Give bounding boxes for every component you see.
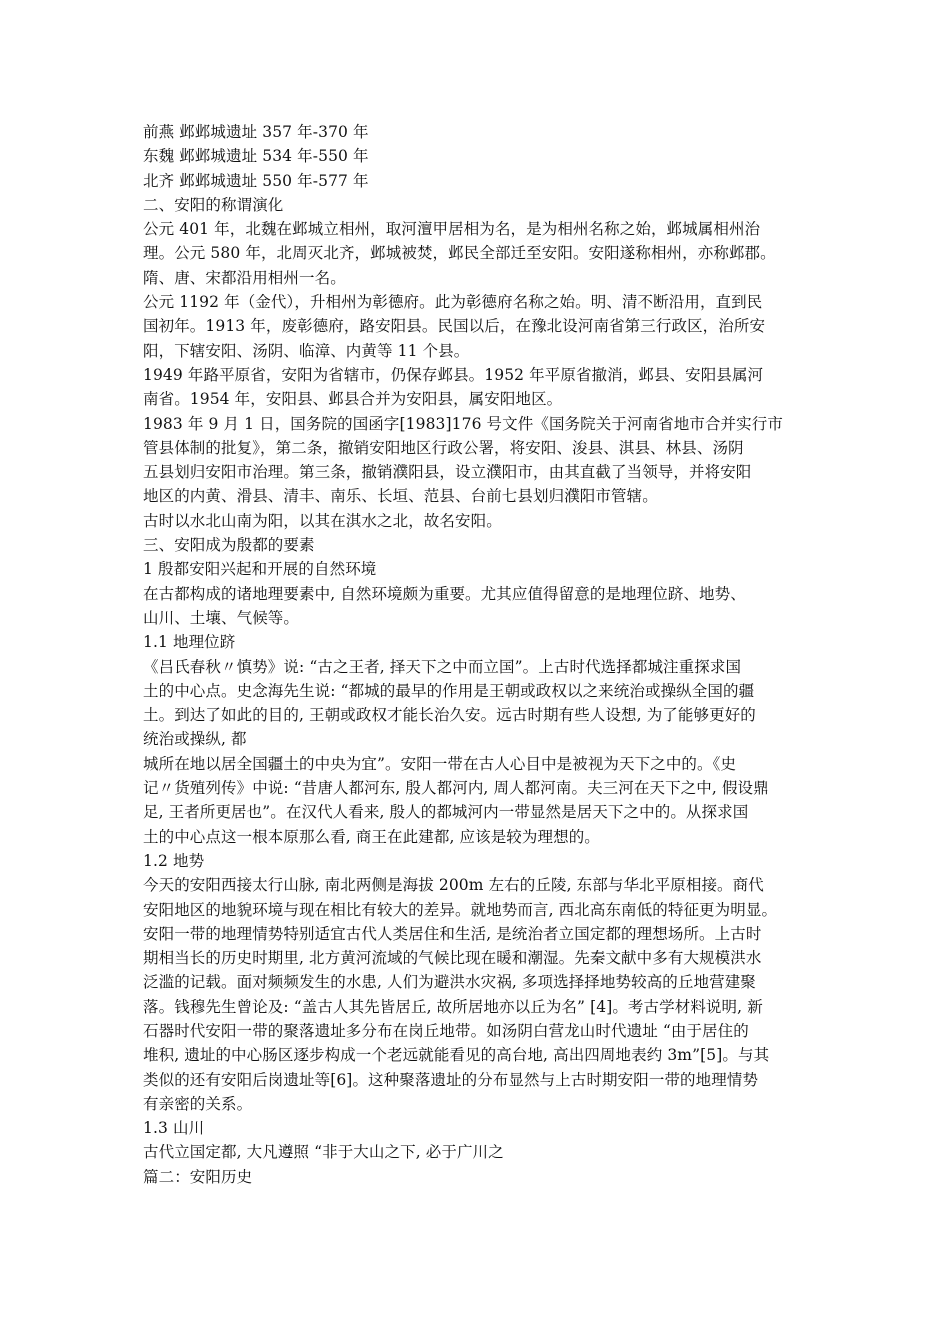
text-line: 城所在地以居全国疆土的中央为宜”。安阳一带在古人心目中是被视为天下之中的。《史	[143, 754, 737, 773]
text-line: 土。到达了如此的目的, 王朝或政权才能长治久安。远古时期有些人设想, 为了能够更好的	[143, 706, 756, 725]
text-line: 在古都构成的诸地理要素中, 自然环境颇为重要。尤其应值得留意的是地理位跻、地势、	[143, 584, 746, 603]
text-line: 篇二：安阳历史	[143, 1167, 253, 1186]
text-line: 期相当长的历史时期里, 北方黄河流域的气候比现在暖和潮湿。先秦文献中多有大规模洪水	[143, 949, 762, 968]
text-line: 古时以水北山南为阳，以其在淇水之北，故名安阳。	[143, 511, 502, 530]
text-line: 土的中心点。史念海先生说: “都城的最早的作用是王朝或政权以之来统治或操纵全国的疆	[143, 681, 755, 700]
text-line: 堆积, 遗址的中心肠区逐步构成一个老远就能看见的高台地, 高出四周地表约 3m”[5]。与其	[143, 1046, 770, 1065]
text-line: 土的中心点这一根本原那么看, 商王在此建都, 应该是较为理想的。	[143, 827, 600, 846]
text-line: 地区的内黄、滑县、清丰、南乐、长垣、范县、台前七县划归濮阳市管辖。	[143, 487, 658, 506]
text-line: 隋、唐、宋都沿用相州一名。	[143, 268, 346, 287]
text-line: 东魏 邺邺城遗址 534 年-550 年	[143, 147, 369, 166]
text-line: 安阳地区的地貌环境与现在相比有较大的差异。就地势而言, 西北高东南低的特征更为明显。	[143, 900, 778, 919]
text-line: 有亲密的关系。	[143, 1094, 253, 1113]
text-line: 《吕氏春秋〃慎势》说: “古之王者, 择天下之中而立国”。上古时代选择都城注重探求国	[143, 657, 742, 676]
text-line: 北齐 邺邺城遗址 550 年-577 年	[143, 171, 369, 190]
text-line: 山川、土壤、气候等。	[143, 608, 300, 627]
text-line: 公元 401 年，北魏在邺城立相州，取河澶甲居相为名，是为相州名称之始，邺城属相州治	[143, 220, 761, 239]
text-line: 记〃货殖列传》中说: “昔唐人都河东, 殷人都河内, 周人都河南。夫三河在天下之中, 假设鼎	[143, 779, 769, 798]
text-line: 安阳一带的地理情势特别适宜古代人类居住和生活, 是统治者立国定都的理想场所。上古时	[143, 924, 762, 943]
text-line: 南省。1954 年，安阳县、邺县合并为安阳县，属安阳地区。	[143, 390, 563, 409]
text-line: 1.2 地势	[143, 851, 205, 870]
text-line: 公元 1192 年（金代），升相州为彰德府。此为彰德府名称之始。明、清不断沿用，直到民	[143, 293, 763, 312]
text-line: 石器时代安阳一带的聚落遗址多分布在岗丘地带。如汤阴白营龙山时代遗址 “由于居住的	[143, 1021, 749, 1040]
document-page	[143, 120, 833, 1189]
text-line: 足, 王者所更居也”。在汉代人看来, 殷人的都城河内一带显然是居天下之中的。从探求国	[143, 803, 749, 822]
text-line: 国初年。1913 年，废彰德府，路安阳县。民国以后，在豫北设河南省第三行政区，治所安	[143, 317, 766, 336]
text-line: 前燕 邺邺城遗址 357 年-370 年	[143, 123, 369, 141]
text-line: 五县划归安阳市治理。第三条，撤销濮阳县，设立濮阳市，由其直截了当领导，并将安阳	[143, 463, 752, 482]
text-line: 1 殷都安阳兴起和开展的自然环境	[143, 560, 377, 579]
text-line: 阳，下辖安阳、汤阴、临漳、内黄等 11 个县。	[143, 341, 470, 360]
text-line: 1.1 地理位跻	[143, 633, 236, 652]
text-line: 泛滥的记载。面对频频发生的水患, 人们为避洪水灾祸, 多项选择择地势较高的丘地营建聚	[143, 973, 756, 992]
text-line: 三、安阳成为殷都的要素	[143, 536, 315, 555]
text-line: 类似的还有安阳后岗遗址等[6]。这种聚落遗址的分布显然与上古时期安阳一带的地理情势	[143, 1070, 759, 1089]
text-line: 统治或操纵, 都	[143, 730, 247, 749]
text-line: 理。公元 580 年，北周灭北齐，邺城被焚，邺民全部迁至安阳。安阳遂称相州，亦称邺郡。	[143, 244, 776, 263]
text-line: 今天的安阳西接太行山脉, 南北两侧是海拔 200m 左右的丘陵, 东部与华北平原相接。商代	[143, 876, 764, 895]
text-line: 二、安阳的称谓演化	[143, 195, 284, 214]
text-line: 管县体制的批复》，第二条，撤销安阳地区行政公署，将安阳、浚县、淇县、林县、汤阴	[143, 438, 744, 457]
text-line: 古代立国定都, 大凡遵照 “非于大山之下, 必于广川之	[143, 1143, 504, 1162]
text-line: 1983 年 9 月 1 日，国务院的国函字[1983]176 号文件《国务院关于河南省地市合并实行市	[143, 414, 783, 433]
text-line: 1.3 山川	[143, 1119, 205, 1138]
text-line: 落。钱穆先生曾论及: “盖古人其先皆居丘, 故所居地亦以丘为名” [4]。考古学材料说明, 新	[143, 997, 763, 1016]
text-line: 1949 年路平原省，安阳为省辖市，仍保存邺县。1952 年平原省撤消，邺县、安阳县属河	[143, 365, 764, 384]
